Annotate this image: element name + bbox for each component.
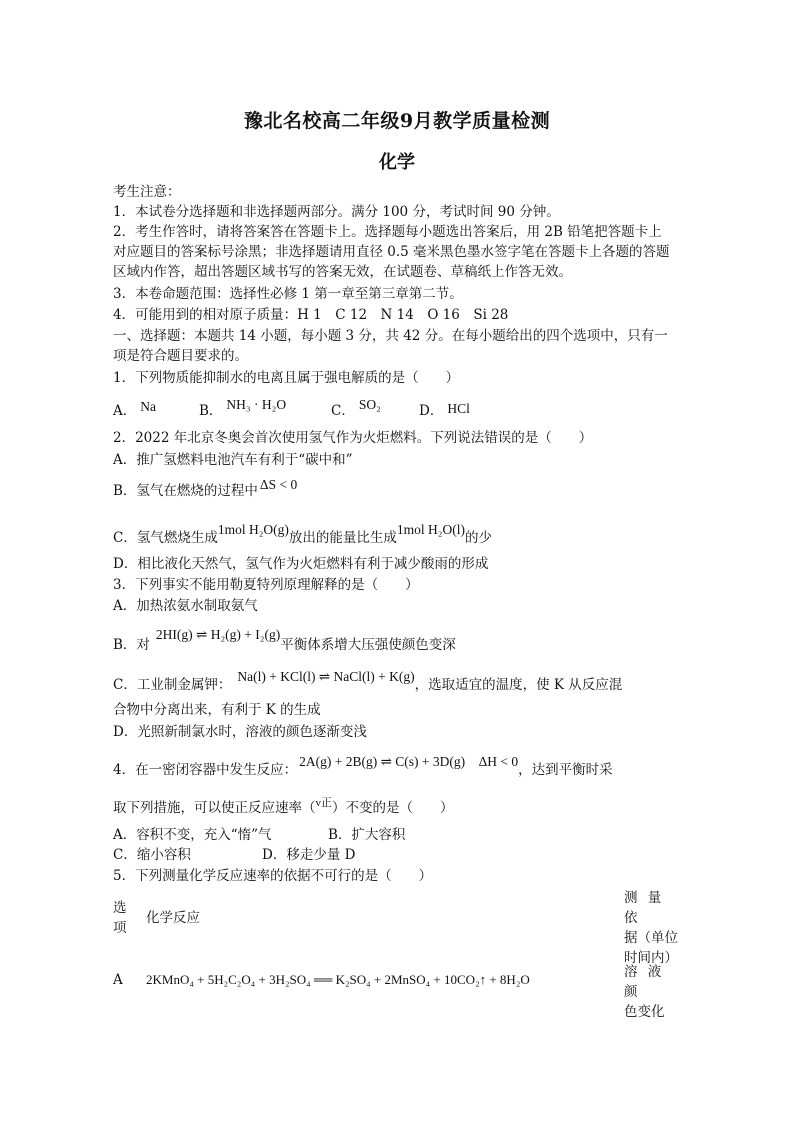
notice-item: 区域内作答，超出答题区域书写的答案无效，在试题卷、草稿纸上作答无效。 — [113, 264, 572, 280]
question-5-stem: 5．下列测量化学反应速率的依据不可行的是（ ） — [113, 868, 433, 884]
q1-option-d: D． HCl — [419, 401, 470, 419]
q2-option-c: C．氢气燃烧生成1mol H₂O(g)放出的能量比生成1mol H₂O(l)的少 — [113, 522, 492, 546]
q1-option-b: B． NH₃ · H₂O — [199, 397, 287, 419]
q1-option-c: C． SO₂ — [331, 397, 381, 419]
table-row-option: A — [113, 972, 123, 988]
q3-option-b: B．对2HI(g) ⇌ H₂(g) + I₂(g)平衡体系增大压强使颜色变深 — [113, 627, 456, 653]
q2-option-d: D．相比液化天然气，氢气作为火炬燃料有利于减少酸雨的形成 — [113, 556, 489, 572]
q4-option-b: B．扩大容积 — [328, 827, 406, 843]
table-header-reaction: 化学反应 — [146, 910, 200, 926]
q4-option-d: D．移走少量 D — [262, 847, 356, 863]
subject-title: 化学 — [379, 152, 415, 173]
notice-item: 2．考生作答时，请将答案答在答题卡上。选择题每小题选出答案后，用 2B 铅笔把答题卡上 — [113, 224, 662, 240]
q3-option-d: D．光照新制氯水时，溶液的颜色逐渐变浅 — [113, 724, 367, 740]
notice-item: 1．本试卷分选择题和非选择题两部分。满分 100 分，考试时间 90 分钟。 — [113, 204, 560, 220]
table-row-reaction: 2KMnO₄ + 5H₂C₂O₄ + 3H₂SO₄ ══ K₂SO₄ + 2MnSO₄ + 10CO₂↑ + 8H₂O — [146, 972, 530, 987]
q2-option-b: B．氢气在燃烧的过程中 ΔS < 0 — [113, 477, 298, 499]
q2-option-a: A．推广氢燃料电池汽车有利于“碳中和” — [113, 452, 353, 468]
q4-option-a: A．容积不变，充入“惰”气 — [113, 827, 272, 843]
q3-option-c-cont: 合物中分离出来，有利于 K 的生成 — [113, 702, 321, 718]
question-4-stem-cont: 取下列措施，可以使正反应速率（$^{v正}$）不变的是（ ） — [113, 797, 454, 816]
table-header-option: 选 项 — [113, 900, 127, 936]
notice-heading: 考生注意： — [113, 184, 181, 200]
q3-option-a: A．加热浓氨水制取氨气 — [113, 598, 258, 614]
question-1-stem: 1．下列物质能抑制水的电离且属于强电解质的是（ ） — [113, 370, 460, 386]
exam-title: 豫北名校高二年级9月教学质量检测 — [243, 110, 551, 132]
section-intro: 项是符合题目要求的。 — [113, 348, 248, 364]
question-2-stem: 2．2022 年北京冬奥会首次使用氢气作为火炬燃料。下列说法错误的是（ ） — [113, 430, 593, 446]
section-intro: 一、选择题：本题共 14 小题，每小题 3 分，共 42 分。在每小题给出的四个选项中，只有一 — [113, 328, 668, 344]
table-row-basis: 溶 液 颜 色变化 — [624, 964, 665, 1020]
q1-option-a: A． Na — [113, 399, 156, 419]
notice-item: 3．本卷命题范围：选择性必修 1 第一章至第三章第二节。 — [113, 286, 463, 302]
q3-option-c: C．工业制金属钾：Na(l) + KCl(l) ⇌ NaCl(l) + K(g)，选取适宜的温度，使 K 从反应混 — [113, 669, 623, 693]
q4-option-c: C．缩小容积 — [113, 847, 191, 863]
notice-item: 对应题目的答案标号涂黑；非选择题请用直径 0.5 毫米黑色墨水签字笔在答题卡上各题的答题 — [113, 244, 670, 260]
notice-item: 4．可能用到的相对原子质量：H 1 C 12 N 14 O 16 Si 28 — [113, 307, 509, 323]
question-3-stem: 3．下列事实不能用勒夏特列原理解释的是（ ） — [113, 577, 419, 593]
question-4-stem: 4．在一密闭容器中发生反应：2A(g) + 2B(g) ⇌ C(s) + 3D(g) ΔH < 0，达到平衡时采 — [113, 754, 613, 778]
table-header-basis: 测 量 依 据（单位 时间内） — [624, 890, 678, 966]
